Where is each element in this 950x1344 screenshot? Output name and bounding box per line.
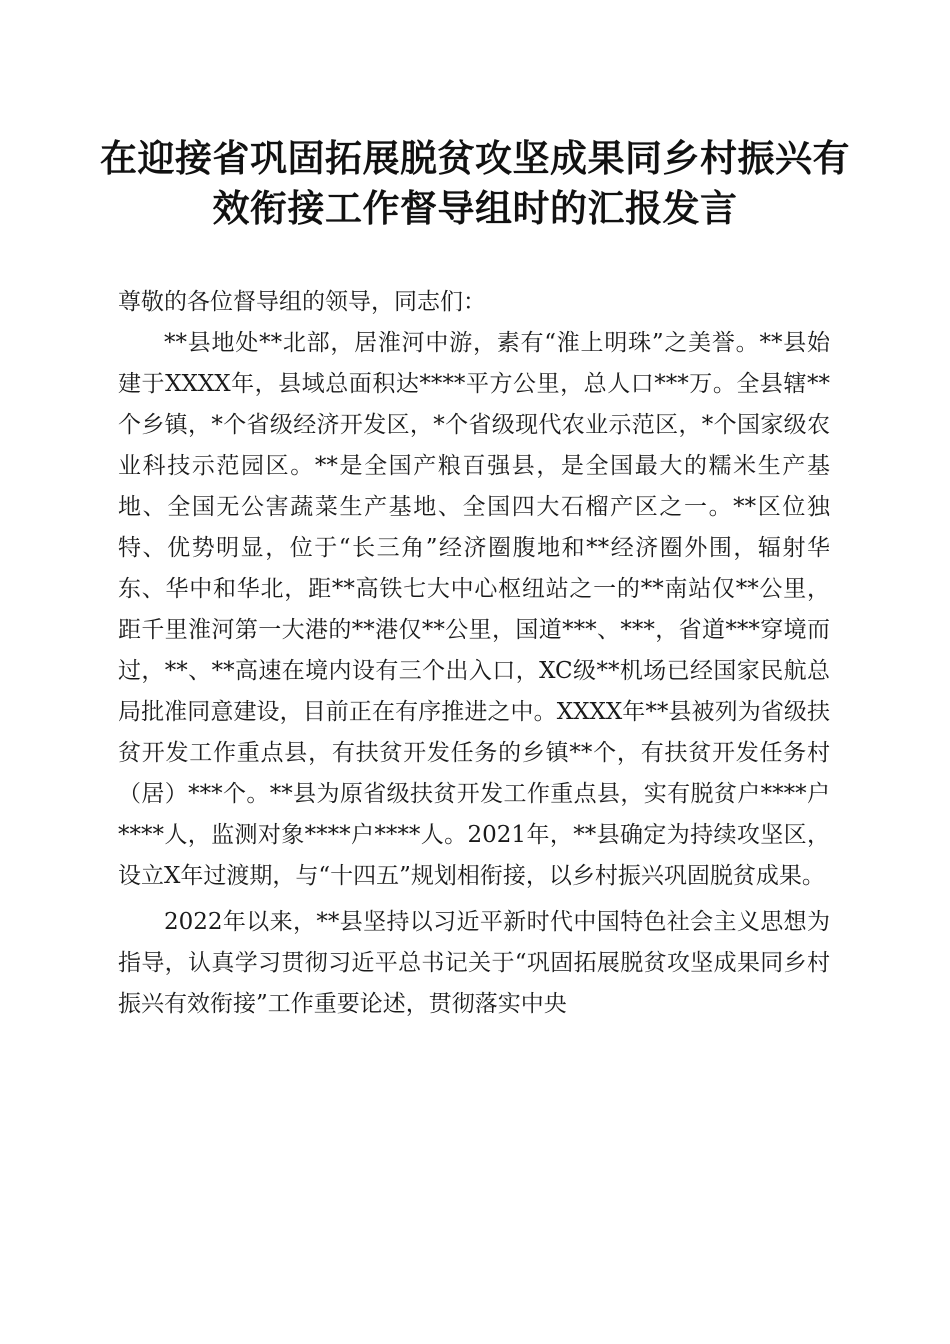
document-title: [100, 133, 850, 233]
document-body: [118, 282, 830, 1025]
paragraph-2: 2022年以来，**县坚持以习近平新时代中国特色社会主义思想为指导，认真学习贯彻习近平总书记关于“巩固拓展脱贫攻坚成果同乡村振兴有效衔接”工作重要论述，贯彻落实中央: [118, 909, 830, 1017]
paragraph-1: **县地处**北部，居淮河中游，素有“淮上明珠”之美誉。**县始建于XXXX年，县域总面积达****平方公里，总人口***万。全县辖**个乡镇，*个省级经济开发区，*个省级现代农业示范区，*个国家级农业科技示范园区。**是全国产粮百强县，是全国最大的糯米生产基地、全国无公害蔬菜生产基地、全国四大石榴产区之一。**区位独特、优势明显，位于“长三角”经济圈腹地和**经济圈外围，辐射华东、华中和华北，距**高铁七大中心枢纽站之一的**南站仅**公里，距千里淮河第一大港的**港仅**公里，国道***、***，省道***穿境而过，**、**高速在境内设有三个出入口，XC级**机场已经国家民航总局批准同意建设，目前正在有序推进之中。XXXX年**县被列为省级扶贫开发工作重点县，有扶贫开发任务的乡镇**个，有扶贫开发任务村（居）***个。**县为原省级扶贫开发工作重点县，实有脱贫户****户****人，监测对象****户****人。2021年，**县确定为持续攻坚区，设立X年过渡期，与“十四五”规划相衔接，以乡村振兴巩固脱贫成果。: [118, 330, 830, 889]
title-line-1: 在迎接省巩固拓展脱贫攻坚成果同乡村振兴有: [100, 136, 850, 180]
title-line-2: 效衔接工作督导组时的汇报发言: [212, 186, 738, 230]
salutation: 尊敬的各位督导组的领导，同志们：: [118, 289, 486, 315]
